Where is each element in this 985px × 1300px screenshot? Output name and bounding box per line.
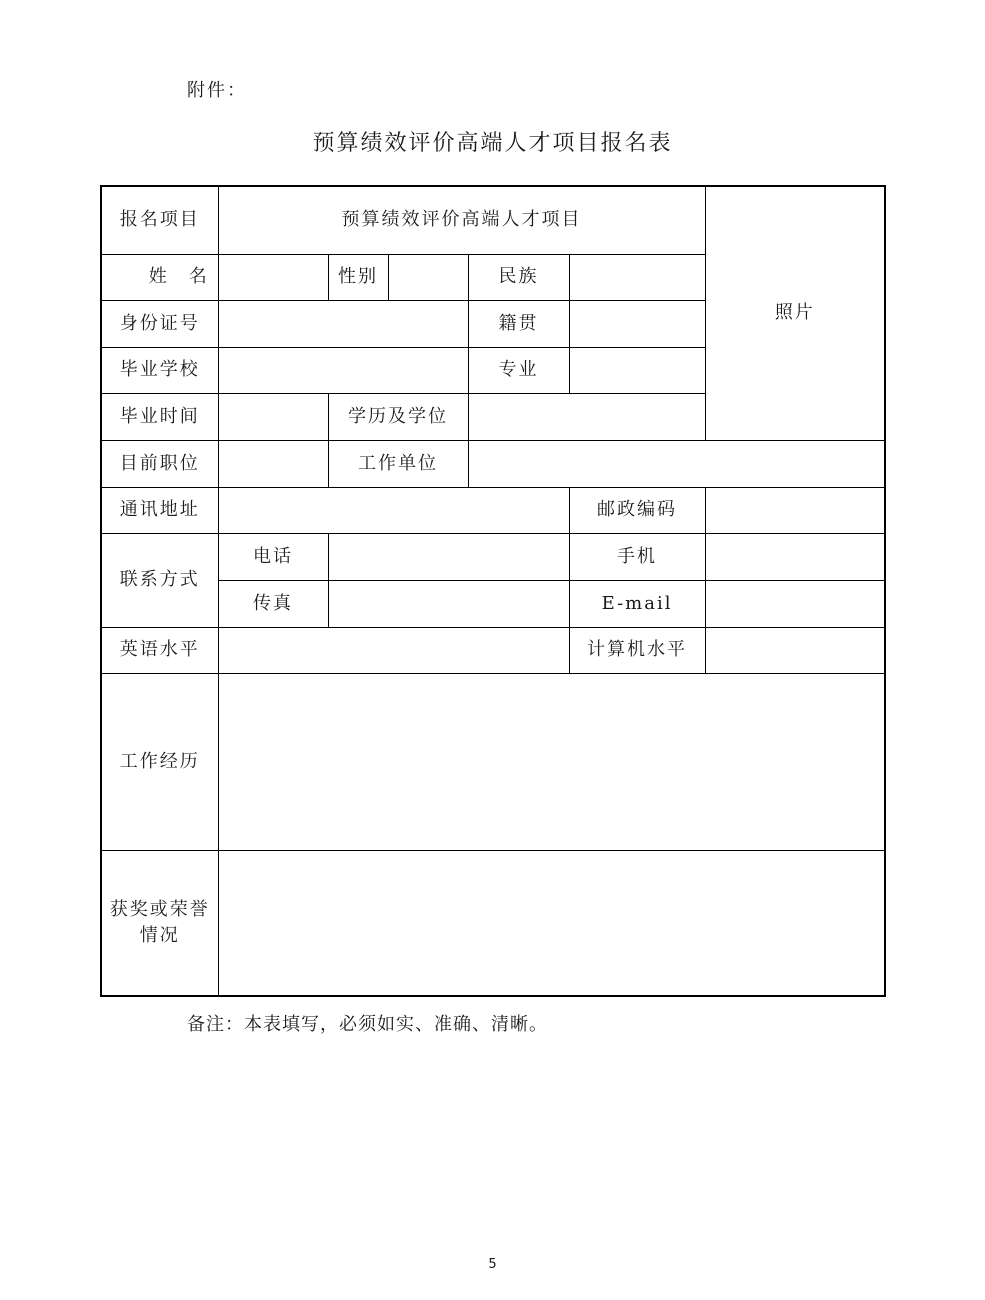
contact-label: 联系方式 bbox=[101, 533, 218, 627]
fax-label: 传真 bbox=[218, 580, 328, 627]
position-input[interactable] bbox=[218, 440, 328, 487]
work-history-input[interactable] bbox=[218, 673, 885, 850]
school-input[interactable] bbox=[218, 347, 468, 393]
degree-input[interactable] bbox=[468, 393, 705, 440]
gender-input[interactable] bbox=[388, 254, 468, 300]
computer-level-input[interactable] bbox=[705, 627, 885, 673]
computer-level-label: 计算机水平 bbox=[569, 627, 705, 673]
ethnicity-input[interactable] bbox=[569, 254, 705, 300]
project-label: 报名项目 bbox=[101, 186, 218, 254]
position-label: 目前职位 bbox=[101, 440, 218, 487]
page-title: 预算绩效评价高端人才项目报名表 bbox=[312, 131, 673, 156]
awards-label bbox=[101, 850, 218, 996]
mobile-input[interactable] bbox=[705, 533, 885, 580]
project-value: 预算绩效评价高端人才项目 bbox=[218, 186, 705, 254]
name-input[interactable] bbox=[218, 254, 328, 300]
id-number-label: 身份证号 bbox=[101, 300, 218, 347]
name-label: 姓 名 bbox=[101, 254, 218, 300]
address-label: 通讯地址 bbox=[101, 487, 218, 533]
english-level-input[interactable] bbox=[218, 627, 569, 673]
english-level-label: 英语水平 bbox=[101, 627, 218, 673]
awards-label-line1: 获奖或荣誉 bbox=[109, 898, 210, 920]
footnote: 备注：本表填写，必须如实、准确、清晰。 bbox=[187, 1014, 548, 1035]
graduation-time-label: 毕业时间 bbox=[101, 393, 218, 440]
native-place-label: 籍贯 bbox=[468, 300, 569, 347]
gender-label: 性别 bbox=[328, 254, 388, 300]
school-label: 毕业学校 bbox=[101, 347, 218, 393]
page-number: 5 bbox=[488, 1257, 497, 1272]
ethnicity-label: 民族 bbox=[468, 254, 569, 300]
phone-input[interactable] bbox=[328, 533, 569, 580]
major-label: 专业 bbox=[468, 347, 569, 393]
photo-cell[interactable]: 照片 bbox=[705, 186, 885, 440]
postcode-input[interactable] bbox=[705, 487, 885, 533]
postcode-label: 邮政编码 bbox=[569, 487, 705, 533]
mobile-label: 手机 bbox=[569, 533, 705, 580]
address-input[interactable] bbox=[218, 487, 569, 533]
work-history-label: 工作经历 bbox=[101, 673, 218, 850]
registration-form-table bbox=[100, 185, 886, 997]
id-number-input[interactable] bbox=[218, 300, 468, 347]
employer-input[interactable] bbox=[468, 440, 885, 487]
awards-label-line2: 情况 bbox=[139, 924, 180, 946]
employer-label: 工作单位 bbox=[328, 440, 468, 487]
awards-input[interactable] bbox=[218, 850, 885, 996]
phone-label: 电话 bbox=[218, 533, 328, 580]
native-place-input[interactable] bbox=[569, 300, 705, 347]
email-input[interactable] bbox=[705, 580, 885, 627]
attachment-label: 附件： bbox=[187, 80, 247, 101]
fax-input[interactable] bbox=[328, 580, 569, 627]
email-label: E-mail bbox=[569, 580, 705, 627]
major-input[interactable] bbox=[569, 347, 705, 393]
degree-label: 学历及学位 bbox=[328, 393, 468, 440]
graduation-time-input[interactable] bbox=[218, 393, 328, 440]
